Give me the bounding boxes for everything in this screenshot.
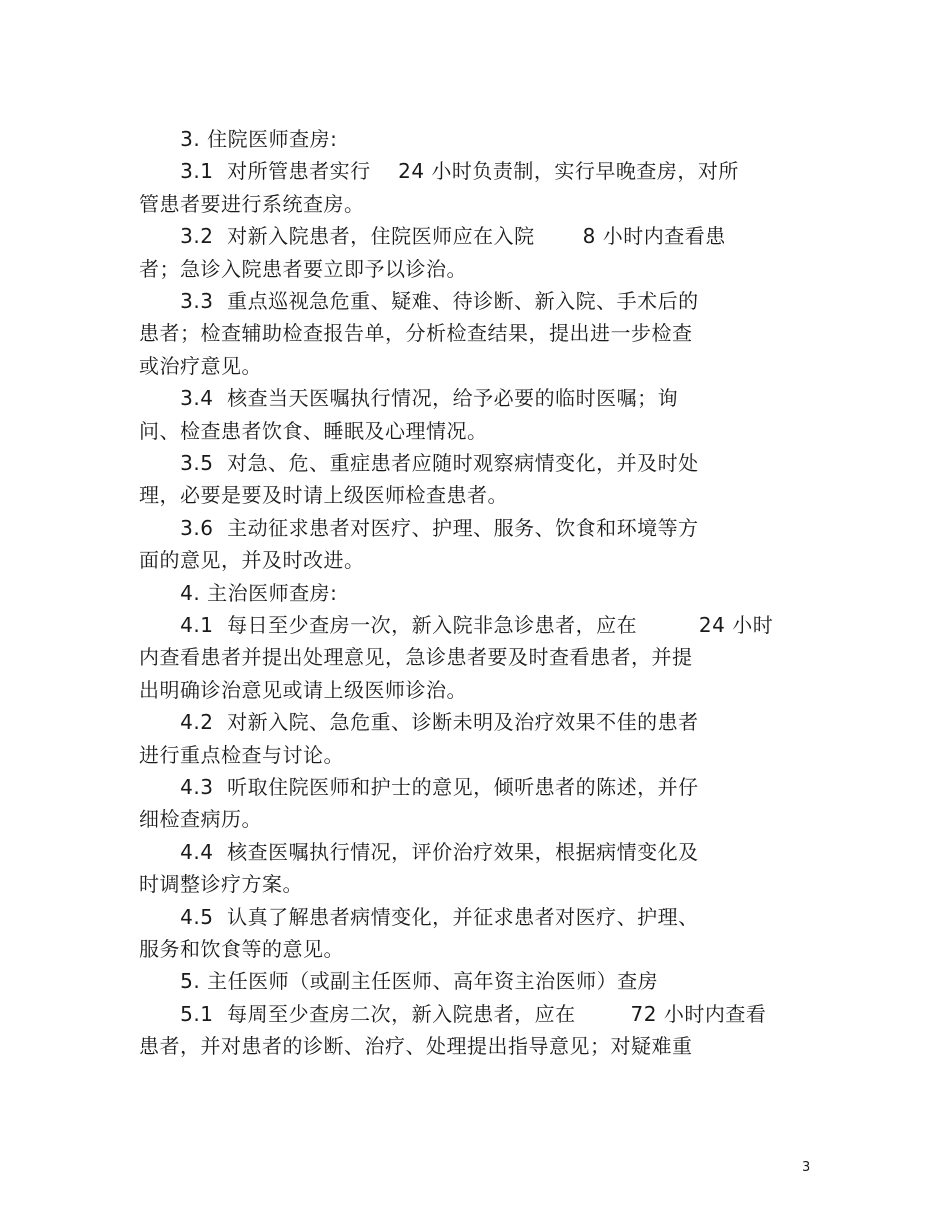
text-line: 患者，并对患者的诊断、治疗、处理提出指导意见；对疑难重 [139,1034,693,1059]
text-line: 5.1 每周至少查房二次，新入院患者，应在 72 小时内查看 [139,1001,767,1026]
text-line: 3.3 重点巡视急危重、疑难、待诊断、新入院、手术后的 [139,289,699,313]
text-line: 4.4 核查医嘱执行情况，评价治疗效果，根据病情变化及 [139,839,699,864]
text-line: 者；急诊入院患者要立即予以诊治。 [139,256,467,281]
text-line: 3.5 对急、危、重症患者应随时观察病情变化，并及时处 [139,451,699,475]
text-line: 3.4 核查当天医嘱执行情况，给予必要的临时医嘱；询 [139,386,679,411]
page-number: 3 [802,1160,811,1175]
text-line: 服务和饮食等的意见。 [139,937,344,961]
text-line: 进行重点检查与讨论。 [139,742,344,767]
text-line: 时调整诊疗方案。 [139,872,303,897]
text-line: 3.6 主动征求患者对医疗、护理、服务、饮食和环境等方 [139,515,699,540]
text-line: 3.1 对所管患者实行 24 小时负责制，实行早晚查房，对所 [139,159,739,184]
text-line: 4.5 认真了解患者病情变化，并征求患者对医疗、护理、 [139,904,699,929]
text-line: 4. 主治医师查房: [139,580,338,605]
text-line: 5. 主任医师（或副主任医师、高年资主治医师）查房 [139,969,659,994]
text-line: 问、检查患者饮食、睡眠及心理情况。 [139,418,488,443]
text-line: 患者；检查辅助检查报告单，分析检查结果，提出进一步检查 [139,321,693,346]
text-line: 4.2 对新入院、急危重、诊断未明及治疗效果不佳的患者 [139,710,699,735]
text-line: 出明确诊治意见或请上级医师诊治。 [139,677,467,702]
text-line: 4.3 听取住院医师和护士的意见，倾听患者的陈述，并仔 [139,775,699,799]
text-line: 管患者要进行系统查房。 [139,191,365,216]
text-line: 面的意见，并及时改进。 [139,548,365,573]
text-line: 3.2 对新入院患者，住院医师应在入院 8 小时内查看患 [139,224,726,249]
text-line: 理，必要是要及时请上级医师检查患者。 [139,483,508,508]
text-line: 3. 住院医师查房: [139,127,338,151]
text-line: 或治疗意见。 [139,353,262,378]
text-line: 内查看患者并提出处理意见，急诊患者要及时查看患者，并提 [139,645,693,670]
text-line: 4.1 每日至少查房一次，新入院非急诊患者，应在 24 小时 [139,613,774,637]
text-line: 细检查病历。 [139,807,262,832]
